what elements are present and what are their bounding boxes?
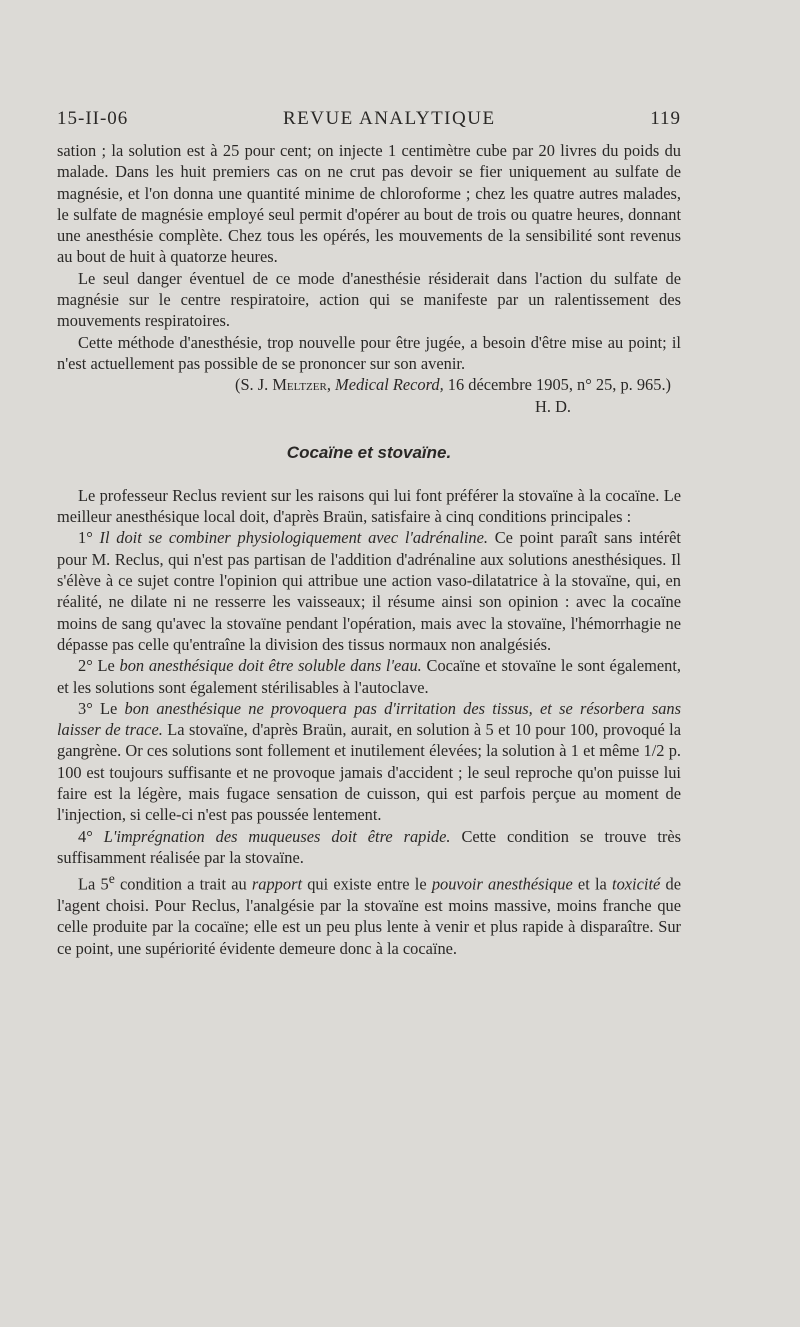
condition-3: 3° Le bon anesthésique ne provoquera pas d'irritation des tissus, et se résorbera sans laisser de trace. La stovaïne, d'après Braün, aurait, en solution à 5 et 10 pour 100, provoqué la gangrène. Or ces solutions sont follement et inutilement élevées; la solution à 1 et même 1/2 p. 100 est toujours suffisante et ne provoque jamais d'accident ; le seul reproche qu'on puisse lui faire est la légère, mais fugace sensation de cuisson, qui est parfois perçue au moment de l'injection, si celle-ci n'est pas poussée lentement. bbox=[57, 698, 682, 825]
issue-date: 15-II-06 bbox=[57, 108, 129, 129]
journal-title: REVUE ANALYTIQUE bbox=[282, 108, 496, 129]
page-number: 119 bbox=[650, 108, 681, 129]
citation-author: Meltzer, bbox=[272, 375, 331, 395]
citation-journal: Medical Record, bbox=[335, 375, 444, 395]
condition-1: 1° Il doit se combiner physiologiquement avec l'adrénaline. Ce point paraît sans intérêt pour M. Reclus, qui n'est pas partisan de l'addition d'adrénaline aux solutions anesthésiques. Il s'élève à ce sujet contre l'opinion qui attribue une action vaso-dilatatrice à la stovaïne, qui, en réalité, ne dilate ni ne resserre les vaisseaux; il résume ainsi son opinion : avec la cocaïne moins de sang qu'avec la stovaïne pendant l'opération, mais avec la stovaïne, l'hémorrhagie ne dépasse pas celle qu'entraîne la division des tissus normaux non analgésiés. bbox=[57, 528, 681, 654]
running-header bbox=[57, 108, 681, 130]
author-signature: H. D. bbox=[535, 396, 571, 416]
citation: (S. J. Meltzer, Medical Record, 16 décembre 1905, n° 25, p. 965.) bbox=[234, 375, 671, 395]
paragraph-method: Cette méthode d'anesthésie, trop nouvelle pour être jugée, a besoin d'être mise au point; il n'est actuellement pas possible de se prononcer sur son avenir. bbox=[57, 332, 681, 373]
section-title: Cocaïne et stovaïne. bbox=[286, 442, 452, 462]
condition-2: 2° Le bon anesthésique doit être soluble dans l'eau. Cocaïne et stovaïne le sont également, et les solutions sont également stérilisables à l'autoclave. bbox=[57, 656, 681, 697]
condition-4: 4° L'imprégnation des muqueuses doit être rapide. Cette condition se trouve très suffisamment réalisée par la stovaïne. bbox=[57, 826, 681, 867]
condition-5: La 5e condition a trait au rapport qui existe entre le pouvoir anesthésique et la toxicité de l'agent choisi. Pour Reclus, l'analgésie par la stovaïne est moins massive, moins franche que celle produite par la cocaïne; elle est un peu plus lente à venir et plus rapide à disparaître. Sur ce point, une supériorité évidente demeure donc à la cocaïne. bbox=[57, 871, 681, 958]
paragraph-intro: Le professeur Reclus revient sur les raisons qui lui font préférer la stovaïne à la cocaïne. Le meilleur anesthésique local doit, d'après Braün, satisfaire à cinq conditions principales : bbox=[57, 485, 681, 527]
paragraph-continuation: sation ; la solution est à 25 pour cent; on injecte 1 centimètre cube par 20 livres du poids du malade. Dans les huit premiers cas on ne crut pas devoir se fier uniquement au sulfate de magnésie, et l'on donna une quantité minime de chloroforme ; chez les quatre autres malades, le sulfate de magnésie employé seul permit d'opérer au bout de trois ou quatre heures, donnant une anesthésie complète. Chez tous les opérés, les mouvements de la sensibilité sont revenus au bout de huit à quatorze heures. bbox=[57, 141, 681, 267]
paragraph-danger: Le seul danger éventuel de ce mode d'anesthésie résiderait dans l'action du sulfate de magnésie sur le centre respiratoire, action qui se manifeste par un ralentissement des mouvements respiratoires. bbox=[57, 268, 681, 331]
page bbox=[57, 108, 681, 959]
